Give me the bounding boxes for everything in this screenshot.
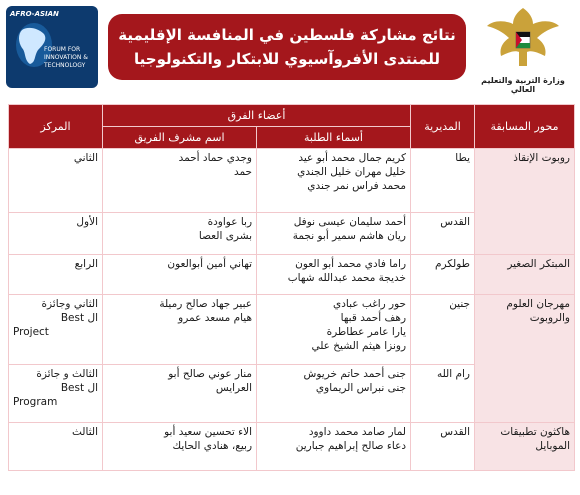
rank-cell: الثاني وجائزة ال Best Project xyxy=(9,295,103,365)
directorate-cell: القدس xyxy=(411,423,475,471)
students-cell: راما فادي محمد أبو العون خديجة محمد عبدالله شهاب xyxy=(257,255,411,295)
supervisors-cell: ربا عواودة بشرى العصا xyxy=(103,213,257,255)
page-title-line2: للمنتدى الأفروآسيوي للابتكار والتكنولوجيا xyxy=(134,50,440,68)
rank-cell: الثالث و جائزة ال Best Program xyxy=(9,365,103,423)
supervisors-cell: تهاني أمين أبوالعون xyxy=(103,255,257,295)
header-directorate: المديرية xyxy=(411,105,475,149)
header-axis: محور المسابقة xyxy=(475,105,575,149)
header-supervisors: اسم مشرف الفريق xyxy=(103,127,257,149)
supervisors-cell: عبير جهاد صالح رميلة هيام مسعد عمرو xyxy=(103,295,257,365)
table-row xyxy=(9,295,575,365)
table-row xyxy=(9,423,575,471)
header-team-members: أعضاء الفرق xyxy=(103,105,411,127)
axis-cell: المبتكر الصغير xyxy=(475,255,575,295)
table-row xyxy=(9,255,575,295)
axis-cell: مهرجان العلوم والروبوت xyxy=(475,295,575,423)
axis-cell: روبوت الإنقاذ xyxy=(475,149,575,255)
directorate-cell: جنين xyxy=(411,295,475,365)
supervisors-cell: الاء تحسين سعيد أبو ربيع، هنادي الحايك xyxy=(103,423,257,471)
supervisors-cell: وجدي حماد أحمد حمد xyxy=(103,149,257,213)
students-cell: أحمد سليمان عيسى نوفل ريان هاشم سمير أبو نجمة xyxy=(257,213,411,255)
students-cell: حور راغب عبادي رهف أحمد قبها يارا عامر عطاطرة رونزا هيثم الشيخ علي xyxy=(257,295,411,365)
forum-logo xyxy=(6,6,98,88)
forum-logo-text: FORUM FOR INNOVATION & TECHNOLOGY xyxy=(44,46,88,69)
supervisors-cell: منار عوني صالح أبو العرايس xyxy=(103,365,257,423)
header-students: أسماء الطلبة xyxy=(257,127,411,149)
rank-cell: الرابع xyxy=(9,255,103,295)
title-banner xyxy=(108,14,466,80)
eagle-emblem-icon xyxy=(483,2,563,74)
ministry-logo xyxy=(470,2,576,96)
table-row xyxy=(9,149,575,213)
axis-cell: هاكثون تطبيقات الموبايل xyxy=(475,423,575,471)
rank-cell: الثالث xyxy=(9,423,103,471)
students-cell: جنى أحمد حاتم خريوش جنى نبراس الريماوي xyxy=(257,365,411,423)
header xyxy=(0,0,580,100)
results-table xyxy=(8,104,575,471)
page-title-line1: نتائج مشاركة فلسطين في المنافسة الإقليمية xyxy=(118,26,456,44)
students-cell: لمار صامد محمد داوود دعاء صالح إبراهيم جبارين xyxy=(257,423,411,471)
header-rank: المركز xyxy=(9,105,103,149)
directorate-cell: يطا xyxy=(411,149,475,213)
directorate-cell: رام الله xyxy=(411,365,475,423)
students-cell: كريم جمال محمد أبو عيد خليل مهران خليل الجندي محمد فراس نمر جندي xyxy=(257,149,411,213)
directorate-cell: طولكرم xyxy=(411,255,475,295)
ministry-name: وزارة التربية والتعليم العالي xyxy=(481,76,565,94)
directorate-cell: القدس xyxy=(411,213,475,255)
rank-cell: الأول xyxy=(9,213,103,255)
rank-cell: الثاني xyxy=(9,149,103,213)
forum-logo-brand: AFRO-ASIAN xyxy=(10,10,59,18)
